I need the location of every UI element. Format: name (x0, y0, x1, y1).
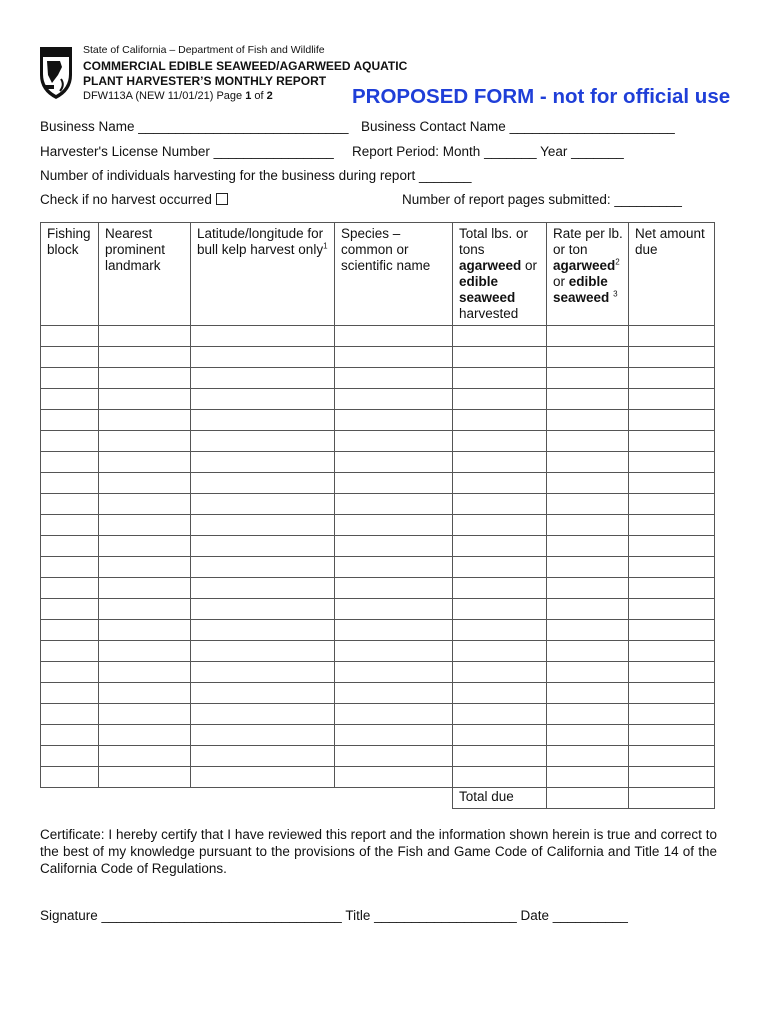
table-cell[interactable] (629, 746, 715, 767)
table-cell[interactable] (191, 557, 335, 578)
table-cell[interactable] (191, 389, 335, 410)
table-cell[interactable] (453, 389, 547, 410)
table-cell[interactable] (41, 578, 99, 599)
table-cell[interactable] (191, 347, 335, 368)
table-cell[interactable] (41, 389, 99, 410)
col6-a: Rate per lb. or ton (553, 226, 623, 257)
table-cell[interactable] (453, 683, 547, 704)
table-cell[interactable] (41, 494, 99, 515)
table-row (41, 746, 715, 767)
table-row (41, 410, 715, 431)
table-cell[interactable] (335, 599, 453, 620)
total-row-spacer (335, 788, 453, 809)
no-harvest-checkbox[interactable] (216, 193, 228, 205)
total-due-cell[interactable] (629, 788, 715, 809)
table-cell[interactable] (335, 578, 453, 599)
table-cell[interactable] (191, 662, 335, 683)
page-of: of (251, 90, 267, 102)
table-cell[interactable] (547, 662, 629, 683)
table-cell[interactable] (99, 431, 191, 452)
total-due-label: Total due (453, 788, 547, 809)
table-cell[interactable] (547, 410, 629, 431)
table-cell[interactable] (335, 641, 453, 662)
table-cell[interactable] (99, 725, 191, 746)
col-header-total-lbs (453, 223, 547, 326)
table-cell[interactable] (41, 410, 99, 431)
table-cell[interactable] (453, 704, 547, 725)
table-cell[interactable] (335, 767, 453, 788)
table-cell[interactable] (629, 494, 715, 515)
business-contact-field[interactable]: Business Contact Name ______________________ (361, 119, 675, 134)
table-cell[interactable] (629, 326, 715, 347)
table-cell[interactable] (191, 578, 335, 599)
table-cell[interactable] (547, 641, 629, 662)
col-header-net-amount: Net amount due (629, 223, 715, 326)
table-cell[interactable] (335, 683, 453, 704)
table-cell[interactable] (99, 641, 191, 662)
table-cell[interactable] (335, 662, 453, 683)
table-row (41, 389, 715, 410)
table-cell[interactable] (547, 494, 629, 515)
table-cell[interactable] (335, 515, 453, 536)
table-row (41, 557, 715, 578)
table-cell[interactable] (99, 326, 191, 347)
business-name-field[interactable]: Business Name ____________________________ (40, 119, 349, 134)
col-header-lat-long (191, 223, 335, 326)
table-cell[interactable] (99, 347, 191, 368)
table-cell[interactable] (335, 473, 453, 494)
table-cell[interactable] (191, 326, 335, 347)
table-cell[interactable] (629, 536, 715, 557)
agency-name: State of California – Department of Fish and Wildlife (83, 44, 325, 56)
table-row (41, 473, 715, 494)
table-cell[interactable] (547, 368, 629, 389)
table-cell[interactable] (99, 599, 191, 620)
table-cell[interactable] (453, 536, 547, 557)
title-field[interactable]: Title ___________________ (345, 908, 517, 923)
table-cell[interactable] (453, 431, 547, 452)
table-cell[interactable] (453, 641, 547, 662)
table-cell[interactable] (41, 725, 99, 746)
table-cell[interactable] (453, 578, 547, 599)
table-cell[interactable] (629, 578, 715, 599)
table-cell[interactable] (191, 746, 335, 767)
table-cell[interactable] (453, 515, 547, 536)
table-cell[interactable] (547, 620, 629, 641)
table-cell[interactable] (547, 683, 629, 704)
table-row (41, 704, 715, 725)
table-cell[interactable] (99, 704, 191, 725)
table-cell[interactable] (41, 326, 99, 347)
total-row-spacer (41, 788, 99, 809)
total-rate-cell[interactable] (547, 788, 629, 809)
table-row (41, 620, 715, 641)
table-cell[interactable] (99, 578, 191, 599)
table-cell[interactable] (41, 704, 99, 725)
form-title-line2: PLANT HARVESTER’S MONTHLY REPORT (83, 74, 327, 88)
signature-field[interactable]: Signature ________________________________ (40, 908, 342, 923)
table-cell[interactable] (99, 410, 191, 431)
table-row (41, 536, 715, 557)
page-current: 1 (245, 90, 252, 102)
table-cell[interactable] (41, 473, 99, 494)
total-row (41, 788, 715, 809)
table-cell[interactable] (547, 536, 629, 557)
table-cell[interactable] (99, 368, 191, 389)
table-cell[interactable] (41, 767, 99, 788)
table-cell[interactable] (547, 452, 629, 473)
table-cell[interactable] (335, 410, 453, 431)
table-row (41, 452, 715, 473)
table-cell[interactable] (453, 494, 547, 515)
table-cell[interactable] (99, 746, 191, 767)
table-cell[interactable] (191, 620, 335, 641)
col5-a: Total lbs. or tons (459, 226, 529, 257)
license-number-field[interactable]: Harvester's License Number ________________ (40, 144, 334, 159)
dfw-seal-logo (38, 45, 74, 101)
table-cell[interactable] (453, 725, 547, 746)
table-cell[interactable] (547, 704, 629, 725)
col-header-landmark: Nearest prominent landmark (99, 223, 191, 326)
table-cell[interactable] (629, 473, 715, 494)
table-cell[interactable] (41, 452, 99, 473)
table-cell[interactable] (453, 662, 547, 683)
table-cell[interactable] (99, 389, 191, 410)
table-cell[interactable] (547, 746, 629, 767)
table-cell[interactable] (453, 473, 547, 494)
table-cell[interactable] (629, 662, 715, 683)
table-cell[interactable] (547, 515, 629, 536)
table-cell[interactable] (41, 683, 99, 704)
table-row (41, 662, 715, 683)
table-cell[interactable] (547, 473, 629, 494)
table-cell[interactable] (335, 326, 453, 347)
table-cell[interactable] (629, 599, 715, 620)
col5-c: or (521, 258, 538, 273)
table-cell[interactable] (547, 578, 629, 599)
table-cell[interactable] (547, 767, 629, 788)
table-cell[interactable] (335, 704, 453, 725)
report-period-field[interactable]: Report Period: Month _______ Year _______ (352, 144, 624, 159)
table-cell[interactable] (453, 410, 547, 431)
table-cell[interactable] (191, 641, 335, 662)
col6-c: or (553, 274, 569, 289)
table-cell[interactable] (191, 515, 335, 536)
table-cell[interactable] (41, 662, 99, 683)
table-cell[interactable] (335, 536, 453, 557)
form-title-line1: COMMERCIAL EDIBLE SEAWEED/AGARWEED AQUATIC (83, 59, 408, 73)
col-header-rate (547, 223, 629, 326)
table-cell[interactable] (629, 641, 715, 662)
table-cell[interactable] (41, 746, 99, 767)
col5-e: harvested (459, 306, 519, 321)
table-row (41, 431, 715, 452)
table-cell[interactable] (547, 389, 629, 410)
table-cell[interactable] (41, 368, 99, 389)
table-row (41, 347, 715, 368)
table-cell[interactable] (99, 683, 191, 704)
table-cell[interactable] (629, 515, 715, 536)
table-cell[interactable] (453, 326, 547, 347)
table-cell[interactable] (629, 620, 715, 641)
form-code (83, 90, 273, 102)
table-cell[interactable] (191, 704, 335, 725)
table-cell[interactable] (335, 431, 453, 452)
page-total: 2 (266, 90, 273, 102)
table-cell[interactable] (41, 515, 99, 536)
table-cell[interactable] (629, 347, 715, 368)
footnote-1: 1 (323, 241, 328, 251)
table-cell[interactable] (335, 494, 453, 515)
col5-b: agarweed (459, 258, 522, 273)
table-cell[interactable] (191, 431, 335, 452)
table-cell[interactable] (99, 452, 191, 473)
table-cell[interactable] (191, 683, 335, 704)
table-cell[interactable] (99, 536, 191, 557)
pages-submitted-field[interactable]: Number of report pages submitted: _________ (402, 192, 682, 207)
proposed-form-banner: PROPOSED FORM - not for official use (352, 85, 731, 108)
table-cell[interactable] (547, 599, 629, 620)
table-cell[interactable] (191, 725, 335, 746)
date-field[interactable]: Date __________ (520, 908, 628, 923)
table-cell[interactable] (41, 620, 99, 641)
certificate-text: Certificate: I hereby certify that I have reviewed this report and the information shown herein is true and correct to the best of my knowledge pursuant to the provisions of the Fish and Game Code of California and Title 14 of the California Code of Regulations. (40, 827, 717, 876)
no-harvest-check[interactable] (40, 192, 228, 207)
table-cell[interactable] (335, 347, 453, 368)
table-row (41, 767, 715, 788)
table-cell[interactable] (41, 641, 99, 662)
table-cell[interactable] (335, 557, 453, 578)
table-row (41, 578, 715, 599)
table-cell[interactable] (453, 452, 547, 473)
table-cell[interactable] (629, 410, 715, 431)
table-cell[interactable] (629, 389, 715, 410)
harvest-table (40, 222, 715, 809)
signature-line[interactable] (40, 908, 628, 923)
col5-d: edible seaweed (459, 274, 516, 305)
table-cell[interactable] (547, 431, 629, 452)
table-cell[interactable] (629, 452, 715, 473)
table-cell[interactable] (335, 746, 453, 767)
col-header-fishing-block: Fishing block (41, 223, 99, 326)
table-cell[interactable] (41, 347, 99, 368)
table-cell[interactable] (41, 599, 99, 620)
table-row (41, 725, 715, 746)
col-header-lat-long-text: Latitude/longitude for bull kelp harvest only (197, 226, 324, 257)
footnote-2: 2 (615, 257, 620, 267)
table-cell[interactable] (99, 662, 191, 683)
table-cell[interactable] (335, 368, 453, 389)
table-row (41, 641, 715, 662)
total-row-spacer (99, 788, 191, 809)
table-cell[interactable] (453, 347, 547, 368)
table-cell[interactable] (41, 557, 99, 578)
no-harvest-label: Check if no harvest occurred (40, 192, 212, 207)
table-cell[interactable] (41, 536, 99, 557)
table-cell[interactable] (191, 410, 335, 431)
table-cell[interactable] (453, 767, 547, 788)
table-cell[interactable] (629, 683, 715, 704)
table-cell[interactable] (191, 599, 335, 620)
table-row (41, 515, 715, 536)
table-cell[interactable] (191, 536, 335, 557)
table-cell[interactable] (191, 767, 335, 788)
table-cell[interactable] (99, 620, 191, 641)
table-cell[interactable] (335, 725, 453, 746)
table-cell[interactable] (453, 746, 547, 767)
table-cell[interactable] (629, 431, 715, 452)
table-cell[interactable] (547, 347, 629, 368)
table-cell[interactable] (453, 620, 547, 641)
table-row (41, 326, 715, 347)
table-row (41, 368, 715, 389)
table-cell[interactable] (99, 767, 191, 788)
table-row (41, 683, 715, 704)
table-cell[interactable] (191, 368, 335, 389)
table-cell[interactable] (629, 725, 715, 746)
table-row (41, 599, 715, 620)
table-cell[interactable] (335, 620, 453, 641)
table-cell[interactable] (191, 473, 335, 494)
table-cell[interactable] (99, 557, 191, 578)
table-cell[interactable] (453, 557, 547, 578)
table-cell[interactable] (99, 515, 191, 536)
col6-d: edible seaweed (553, 274, 610, 305)
table-cell[interactable] (99, 494, 191, 515)
form-code-text: DFW113A (NEW 11/01/21) Page (83, 90, 246, 102)
table-cell[interactable] (191, 494, 335, 515)
table-cell[interactable] (547, 557, 629, 578)
table-cell[interactable] (629, 557, 715, 578)
table-cell[interactable] (547, 326, 629, 347)
table-cell[interactable] (629, 368, 715, 389)
col6-b: agarweed (553, 258, 616, 273)
footnote-3: 3 (613, 289, 618, 299)
table-header-row (41, 223, 715, 326)
table-cell[interactable] (335, 452, 453, 473)
individuals-field[interactable]: Number of individuals harvesting for the business during report _______ (40, 168, 472, 183)
table-cell[interactable] (453, 368, 547, 389)
table-cell[interactable] (629, 767, 715, 788)
table-cell[interactable] (191, 452, 335, 473)
table-cell[interactable] (547, 725, 629, 746)
table-cell[interactable] (335, 389, 453, 410)
table-row (41, 494, 715, 515)
table-cell[interactable] (629, 704, 715, 725)
table-cell[interactable] (453, 599, 547, 620)
table-cell[interactable] (41, 431, 99, 452)
col-header-species: Species – common or scientific name (335, 223, 453, 326)
table-cell[interactable] (99, 473, 191, 494)
total-row-spacer (191, 788, 335, 809)
